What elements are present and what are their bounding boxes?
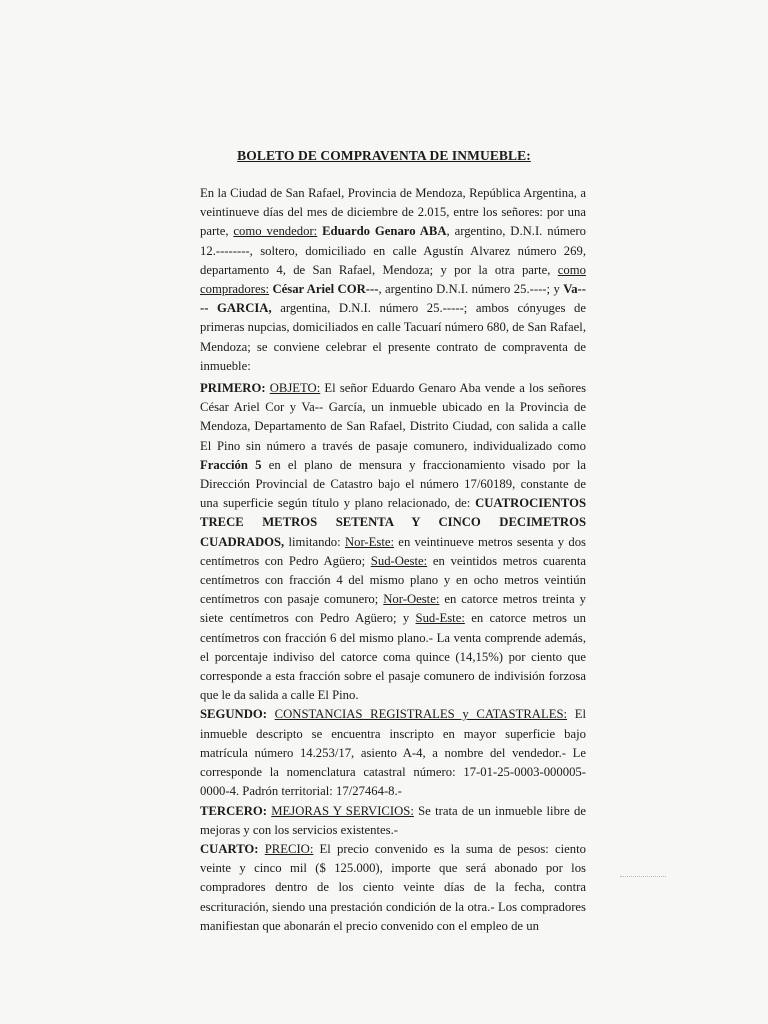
- buyer1-name: César Ariel COR---: [272, 282, 379, 297]
- clause-cuarto-heading: PRECIO:: [264, 841, 314, 856]
- seller-role: como vendedor:: [233, 224, 318, 239]
- clause-cuarto-label: CUARTO:: [200, 841, 259, 856]
- clause-tercero: [200, 802, 586, 840]
- clause-tercero-label: TERCERO:: [200, 803, 267, 818]
- scan-smudge: [620, 872, 666, 877]
- boundary-sud-oeste: Sud-Oeste:: [370, 553, 428, 568]
- clause-tercero-heading: MEJORAS Y SERVICIOS:: [271, 803, 414, 818]
- intro-text-3: , argentino, D.N.I. número 12.--------, soltero, domiciliado en calle Agustín Alvarez número 269, departamento 4, de San Rafael, Mendoza; y por la otra parte,: [200, 224, 586, 277]
- boundary-nor-este: Nor-Este:: [344, 534, 395, 549]
- boundary-sud-este: Sud-Este:: [415, 611, 465, 626]
- clause-primero-text-4: en veintinueve metros sesenta y dos centímetros con Pedro Agüero;: [200, 534, 586, 568]
- clause-cuarto: [200, 840, 586, 936]
- fraccion-label: Fracción 5: [200, 457, 262, 472]
- clause-tercero-text-1: Se trata de un inmueble libre de mejoras y con los servicios existentes.-: [200, 803, 587, 837]
- clause-segundo: [200, 705, 586, 801]
- buyers-role: como compradores:: [200, 262, 586, 297]
- intro-text-5: , argentino D.N.I. número 25.----; y: [378, 282, 564, 297]
- clause-segundo-space: [267, 707, 275, 721]
- clause-segundo-label: SEGUNDO:: [200, 707, 267, 722]
- boundary-nor-oeste: Nor-Oeste:: [383, 592, 440, 607]
- intro-text-6: argentina, D.N.I. número 25.-----; ambos cónyuges de primeras nupcias, domiciliados en calle Tacuarí número 680, de San Rafael, Mendoza; se conviene celebrar el presente contrato de compraventa de inmueble:: [200, 301, 586, 373]
- clause-primero-heading: OBJETO:: [269, 381, 321, 396]
- clause-primero-text-6: en catorce metros treinta y siete centímetros con Pedro Agüero; y: [200, 592, 586, 626]
- clause-cuarto-text-1: El precio convenido es la suma de pesos: ciento veinte y cinco mil ($ 125.000), importe que será abonado por los compradores dentro de los ciento veinte días de la fecha, contra escrituración, siendo una prestación condición de la otra.- Los compradores manifiestan que abonarán el precio convenido con el empleo de un: [200, 841, 587, 933]
- superficie-text: CUATROCIENTOS TRECE METROS SETENTA Y CINCO DECIMETROS CUADRADOS,: [200, 496, 586, 549]
- clause-primero-label: PRIMERO:: [200, 381, 266, 396]
- document-body: [200, 184, 586, 936]
- clause-primero-text-5: en veintidos metros cuarenta centímetros con fracción 4 del mismo plano y en ocho metros veintiún centímetros con pasaje comunero;: [200, 553, 586, 607]
- seller-name: Eduardo Genaro ABA: [322, 224, 447, 239]
- clause-segundo-heading: CONSTANCIAS REGISTRALES y CATASTRALES:: [274, 707, 568, 722]
- clause-primero-text-2: en el plano de mensura y fraccionamiento visado por la Dirección Provincial de Catastro bajo el número 17/60189, constante de una superficie según título y plano relacionado, de:: [200, 457, 586, 511]
- clause-primero: [200, 379, 586, 705]
- document-title: BOLETO DE COMPRAVENTA DE INMUEBLE:: [237, 148, 531, 163]
- buyer2-name: Va---- GARCIA,: [200, 282, 587, 316]
- clause-primero-text-3: limitando:: [284, 534, 345, 549]
- intro-text-1: En la Ciudad de San Rafael, Provincia de Mendoza, República Argentina, a veintinueve días del mes de diciembre de 2.015, entre los señores: por una parte,: [200, 186, 586, 239]
- clause-segundo-text-1: El inmueble descripto se encuentra inscripto en mayor superficie bajo matrícula número 14.253/17, asiento A-4, a nombre del vendedor.- Le corresponde la nomenclatura catastral número: 17-01-25-0003-000005-0000-4. Padrón territorial: 17/27464-8.-: [200, 707, 586, 799]
- intro-paragraph: [200, 184, 586, 376]
- clause-primero-text-1: El señor Eduardo Genaro Aba vende a los señores César Ariel Cor y Va-- García, un inmueble ubicado en la Provincia de Mendoza, Departamento de San Rafael, Distrito Ciudad, con salida a calle El Pino sin número a través de pasaje comunero, individualizado como: [200, 381, 587, 453]
- clause-primero-text-7: en catorce metros un centímetros con fracción 6 del mismo plano.- La venta comprende además, el porcentaje indiviso del catorce coma quince (14,15%) por ciento que corresponde a esta fracción sobre el pasaje comunero de indivisión forzosa que le da salida a calle El Pino.: [200, 611, 586, 703]
